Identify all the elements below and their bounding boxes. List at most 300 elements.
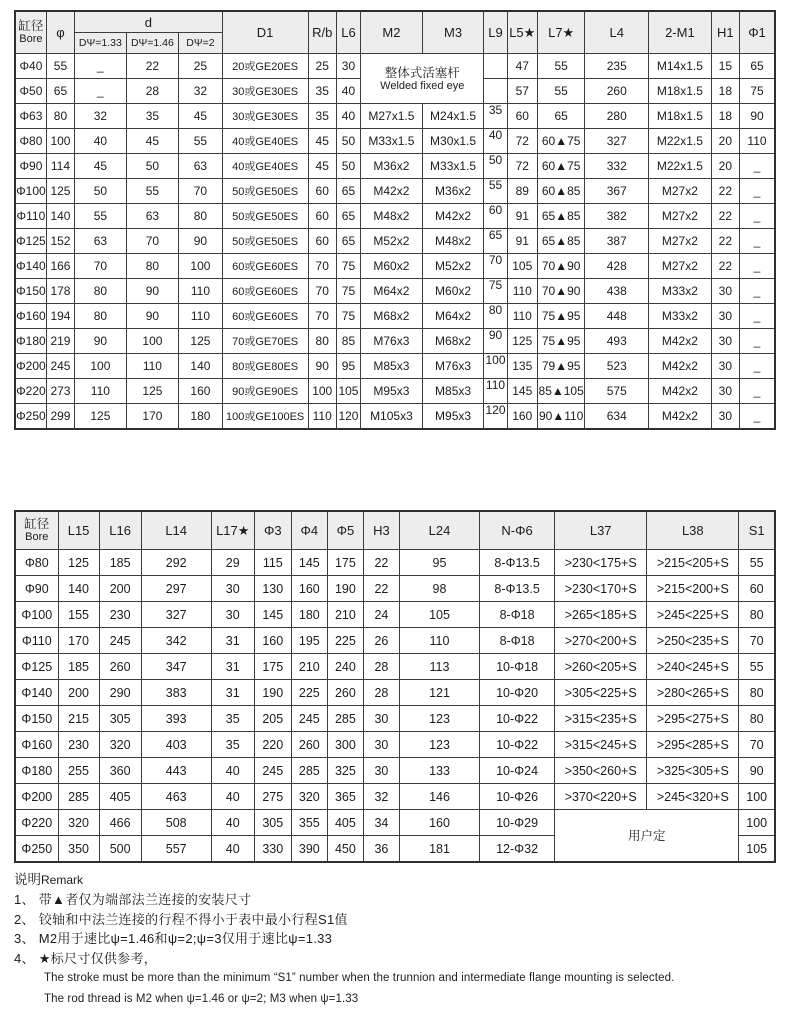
value-cell: 28 xyxy=(363,680,399,706)
value-cell: 50或GE50ES xyxy=(222,204,308,229)
value-cell: _ xyxy=(740,154,776,179)
value-cell: 113 xyxy=(399,654,479,680)
value-cell: _ xyxy=(740,354,776,379)
value-cell: 8-Φ18 xyxy=(480,628,555,654)
value-cell: 22 xyxy=(126,54,179,79)
value-cell: M48x2 xyxy=(422,229,484,254)
value-cell: 47 xyxy=(507,54,537,79)
merged-cell-text: 整体式活塞杆 xyxy=(384,65,460,80)
column-header-d-psi-146: DΨ=1.46 xyxy=(126,33,179,54)
value-cell: 185 xyxy=(99,550,141,576)
table-row xyxy=(15,758,775,784)
value-cell: >295<275+S xyxy=(647,706,739,732)
value-cell: 40 xyxy=(211,810,254,836)
value-cell: >230<170+S xyxy=(555,576,647,602)
table-row xyxy=(15,329,775,354)
value-cell: M36x2 xyxy=(361,154,423,179)
value-cell: >370<220+S xyxy=(555,784,647,810)
value-cell: 50 xyxy=(336,129,360,154)
value-cell: 140 xyxy=(179,354,222,379)
table1-body xyxy=(15,54,775,430)
value-cell: 342 xyxy=(141,628,211,654)
value-cell: 70或GE70ES xyxy=(222,329,308,354)
value-cell: 160 xyxy=(179,379,222,404)
value-cell: 508 xyxy=(141,810,211,836)
table-row xyxy=(15,706,775,732)
value-cell: 55 xyxy=(46,54,74,79)
value-cell: 31 xyxy=(211,628,254,654)
table-gap xyxy=(14,430,776,510)
column-header-m3: M3 xyxy=(422,11,484,54)
value-cell: M24x1.5 xyxy=(422,104,484,129)
value-cell: 85 xyxy=(336,329,360,354)
table-row xyxy=(15,104,775,129)
value-cell: M36x2 xyxy=(422,179,484,204)
table-row xyxy=(15,550,775,576)
value-cell: 393 xyxy=(141,706,211,732)
value-cell: 145 xyxy=(254,602,291,628)
value-cell: 493 xyxy=(585,329,649,354)
value-cell: 65 xyxy=(336,179,360,204)
value-cell: 245 xyxy=(46,354,74,379)
value-cell: 50 xyxy=(75,179,127,204)
user-defined-cell xyxy=(555,810,739,863)
value-cell: 523 xyxy=(585,354,649,379)
value-cell: 30 xyxy=(711,379,739,404)
value-cell: 30 xyxy=(336,54,360,79)
value-cell: 448 xyxy=(585,304,649,329)
value-cell: 70▲90 xyxy=(537,279,584,304)
value-cell: >325<305+S xyxy=(647,758,739,784)
value-cell: 10-Φ20 xyxy=(480,680,555,706)
value-cell: M76x3 xyxy=(422,354,484,379)
value-cell: 65 xyxy=(336,204,360,229)
value-cell: 80 xyxy=(739,706,775,732)
value-cell: M64x2 xyxy=(361,279,423,304)
value-cell: 90 xyxy=(740,104,776,129)
value-cell: 60或GE60ES xyxy=(222,254,308,279)
value-cell: 260 xyxy=(585,79,649,104)
value-cell: 45 xyxy=(179,104,222,129)
value-cell: 60 xyxy=(308,204,336,229)
value-cell: M27x2 xyxy=(649,254,712,279)
table2-header xyxy=(15,511,775,550)
value-cell: 25 xyxy=(308,54,336,79)
value-cell: 290 xyxy=(99,680,141,706)
value-cell: 10-Φ18 xyxy=(480,654,555,680)
value-cell: 245 xyxy=(291,706,327,732)
bore-cell: Φ80 xyxy=(15,550,58,576)
value-cell: 80 xyxy=(739,602,775,628)
remark-item-2: 2、 铰轴和中法兰连接的行程不得小于表中最小行程S1值 xyxy=(14,911,348,927)
column-header-l4: L4 xyxy=(585,11,649,54)
value-cell: 135 xyxy=(507,354,537,379)
value-cell: 63 xyxy=(179,154,222,179)
value-cell: 22 xyxy=(711,254,739,279)
value-cell: 634 xyxy=(585,404,649,430)
column-header-l17: L17★ xyxy=(211,511,254,550)
value-cell: M27x2 xyxy=(649,229,712,254)
value-cell: >215<200+S xyxy=(647,576,739,602)
value-cell: 403 xyxy=(141,732,211,758)
value-cell: 230 xyxy=(99,602,141,628)
value-cell: 65 xyxy=(484,229,507,254)
value-cell: 110 xyxy=(399,628,479,654)
value-cell: 500 xyxy=(99,836,141,863)
value-cell: 8-Φ13.5 xyxy=(480,576,555,602)
value-cell: 292 xyxy=(141,550,211,576)
value-cell: 123 xyxy=(399,706,479,732)
bore-cell: Φ110 xyxy=(15,628,58,654)
value-cell: 90 xyxy=(739,758,775,784)
bore-header-en: Bore xyxy=(19,33,43,45)
value-cell: 70 xyxy=(739,628,775,654)
value-cell: 70 xyxy=(308,254,336,279)
value-cell: 305 xyxy=(99,706,141,732)
value-cell: 70 xyxy=(484,254,507,279)
value-cell: 35 xyxy=(308,79,336,104)
value-cell: 200 xyxy=(58,680,99,706)
value-cell: _ xyxy=(75,79,127,104)
bore-cell: Φ50 xyxy=(15,79,46,104)
value-cell: 79▲95 xyxy=(537,354,584,379)
value-cell: 18 xyxy=(711,104,739,129)
value-cell: M33x1.5 xyxy=(361,129,423,154)
value-cell: 428 xyxy=(585,254,649,279)
value-cell: 125 xyxy=(179,329,222,354)
value-cell: M33x2 xyxy=(649,279,712,304)
value-cell: 155 xyxy=(58,602,99,628)
value-cell: 260 xyxy=(291,732,327,758)
value-cell: 146 xyxy=(399,784,479,810)
value-cell: 175 xyxy=(327,550,363,576)
value-cell: M27x1.5 xyxy=(361,104,423,129)
column-header-s1: S1 xyxy=(739,511,775,550)
bore-cell: Φ250 xyxy=(15,836,58,863)
table-row xyxy=(15,628,775,654)
value-cell: M52x2 xyxy=(422,254,484,279)
value-cell: 40 xyxy=(336,104,360,129)
value-cell: 10-Φ24 xyxy=(480,758,555,784)
value-cell: 60或GE60ES xyxy=(222,304,308,329)
value-cell: 125 xyxy=(507,329,537,354)
bore-cell: Φ140 xyxy=(15,254,46,279)
value-cell: >350<260+S xyxy=(555,758,647,784)
bore-cell: Φ63 xyxy=(15,104,46,129)
value-cell: 95 xyxy=(336,354,360,379)
remark-item-1: 1、 带▲者仅为端部法兰连接的安装尺寸 xyxy=(14,892,252,907)
value-cell: 50 xyxy=(126,154,179,179)
value-cell: _ xyxy=(740,204,776,229)
value-cell: >305<225+S xyxy=(555,680,647,706)
value-cell: 225 xyxy=(327,628,363,654)
value-cell: 75▲95 xyxy=(537,329,584,354)
value-cell: 285 xyxy=(291,758,327,784)
value-cell: 133 xyxy=(399,758,479,784)
value-cell: >315<245+S xyxy=(555,732,647,758)
value-cell: 28 xyxy=(126,79,179,104)
merged-cell-text: Welded fixed eye xyxy=(380,79,465,92)
value-cell: 75 xyxy=(740,79,776,104)
table-row xyxy=(15,254,775,279)
value-cell: 90 xyxy=(179,229,222,254)
value-cell: >265<185+S xyxy=(555,602,647,628)
value-cell: 100 xyxy=(308,379,336,404)
value-cell: 90或GE90ES xyxy=(222,379,308,404)
value-cell: 18 xyxy=(711,79,739,104)
value-cell: 443 xyxy=(141,758,211,784)
value-cell: M33x2 xyxy=(649,304,712,329)
remarks-title xyxy=(14,870,776,890)
value-cell: 70 xyxy=(308,304,336,329)
value-cell: 22 xyxy=(363,576,399,602)
value-cell: 32 xyxy=(363,784,399,810)
remarks-title-cn: 说明 xyxy=(14,872,41,887)
column-header-l38: L38 xyxy=(647,511,739,550)
value-cell: 60▲85 xyxy=(537,179,584,204)
value-cell: 65▲85 xyxy=(537,204,584,229)
column-header-l5: L5★ xyxy=(507,11,537,54)
value-cell: 110 xyxy=(507,279,537,304)
value-cell: 80 xyxy=(308,329,336,354)
value-cell: 383 xyxy=(141,680,211,706)
column-header-l7: L7★ xyxy=(537,11,584,54)
value-cell: 75 xyxy=(336,304,360,329)
column-header-phi4: Φ4 xyxy=(291,511,327,550)
value-cell: 175 xyxy=(254,654,291,680)
value-cell: M42x2 xyxy=(649,329,712,354)
column-header-d1: D1 xyxy=(222,11,308,54)
value-cell: 100 xyxy=(739,784,775,810)
value-cell: 160 xyxy=(507,404,537,430)
value-cell: >240<245+S xyxy=(647,654,739,680)
value-cell: 325 xyxy=(327,758,363,784)
value-cell: 30 xyxy=(211,576,254,602)
table-row xyxy=(15,279,775,304)
table-row xyxy=(15,576,775,602)
value-cell: 60 xyxy=(739,576,775,602)
value-cell: M64x2 xyxy=(422,304,484,329)
value-cell: 30 xyxy=(363,758,399,784)
bore-cell: Φ160 xyxy=(15,732,58,758)
value-cell: 125 xyxy=(46,179,74,204)
value-cell: 50 xyxy=(336,154,360,179)
value-cell: 65▲85 xyxy=(537,229,584,254)
value-cell: 210 xyxy=(327,602,363,628)
value-cell: 30 xyxy=(711,329,739,354)
value-cell: 80或GE80ES xyxy=(222,354,308,379)
bore-cell: Φ250 xyxy=(15,404,46,430)
value-cell: 185 xyxy=(58,654,99,680)
value-cell: 10-Φ26 xyxy=(480,784,555,810)
value-cell: 22 xyxy=(711,229,739,254)
column-header-n-phi6: N-Φ6 xyxy=(480,511,555,550)
value-cell: _ xyxy=(740,179,776,204)
value-cell: 145 xyxy=(507,379,537,404)
value-cell: 35 xyxy=(484,104,507,129)
value-cell: 75 xyxy=(484,279,507,304)
value-cell: 235 xyxy=(585,54,649,79)
column-header-l9: L9 xyxy=(484,11,507,54)
value-cell: M95x3 xyxy=(422,404,484,430)
bore-cell: Φ220 xyxy=(15,379,46,404)
table-row xyxy=(15,732,775,758)
value-cell: 31 xyxy=(211,680,254,706)
value-cell: 245 xyxy=(254,758,291,784)
value-cell: 390 xyxy=(291,836,327,863)
value-cell: 105 xyxy=(336,379,360,404)
value-cell: 60 xyxy=(308,179,336,204)
value-cell: 100 xyxy=(179,254,222,279)
value-cell: 63 xyxy=(75,229,127,254)
remark-item-4: 4、 ★标尺寸仅供参考， xyxy=(14,950,158,966)
value-cell: _ xyxy=(740,329,776,354)
value-cell: >280<265+S xyxy=(647,680,739,706)
bore-cell: Φ80 xyxy=(15,129,46,154)
table-row xyxy=(15,654,775,680)
value-cell: 75 xyxy=(336,254,360,279)
value-cell: 60▲75 xyxy=(537,129,584,154)
column-header-d-psi-2: DΨ=2 xyxy=(179,33,222,54)
value-cell: >230<175+S xyxy=(555,550,647,576)
value-cell: 190 xyxy=(254,680,291,706)
value-cell: 70 xyxy=(308,279,336,304)
value-cell: 22 xyxy=(363,550,399,576)
table-row xyxy=(15,154,775,179)
value-cell: >215<205+S xyxy=(647,550,739,576)
value-cell: 30 xyxy=(711,279,739,304)
value-cell: 463 xyxy=(141,784,211,810)
column-header-rb: R/b xyxy=(308,11,336,54)
value-cell: _ xyxy=(740,404,776,430)
value-cell: 40 xyxy=(211,784,254,810)
value-cell: M42x2 xyxy=(422,204,484,229)
value-cell: M42x2 xyxy=(649,379,712,404)
value-cell: 115 xyxy=(254,550,291,576)
table-row xyxy=(15,129,775,154)
bore-cell: Φ140 xyxy=(15,680,58,706)
table1-header xyxy=(15,11,775,54)
value-cell: 24 xyxy=(363,602,399,628)
bore-cell: Φ150 xyxy=(15,279,46,304)
value-cell: 40 xyxy=(336,79,360,104)
column-header-l6: L6 xyxy=(336,11,360,54)
value-cell: 280 xyxy=(585,104,649,129)
table-row xyxy=(15,179,775,204)
value-cell: 105 xyxy=(507,254,537,279)
value-cell: 273 xyxy=(46,379,74,404)
value-cell: M68x2 xyxy=(361,304,423,329)
bore-header-cn: 缸径 xyxy=(18,19,44,33)
value-cell: M27x2 xyxy=(649,179,712,204)
remarks-title-en: Remark xyxy=(41,873,84,887)
value-cell: 152 xyxy=(46,229,74,254)
value-cell: 219 xyxy=(46,329,74,354)
value-cell: 90 xyxy=(308,354,336,379)
value-cell: 72 xyxy=(507,129,537,154)
value-cell: 70 xyxy=(126,229,179,254)
value-cell: 65 xyxy=(46,79,74,104)
value-cell: 125 xyxy=(75,404,127,430)
value-cell: M60x2 xyxy=(422,279,484,304)
value-cell: 105 xyxy=(399,602,479,628)
value-cell: >245<320+S xyxy=(647,784,739,810)
value-cell: 30或GE30ES xyxy=(222,79,308,104)
value-cell: 65 xyxy=(740,54,776,79)
value-cell: 36 xyxy=(363,836,399,863)
table-row xyxy=(15,602,775,628)
value-cell: 245 xyxy=(99,628,141,654)
value-cell: 320 xyxy=(291,784,327,810)
value-cell: 90▲110 xyxy=(537,404,584,430)
value-cell: 110 xyxy=(507,304,537,329)
column-header-bore xyxy=(15,11,46,54)
bore-cell: Φ125 xyxy=(15,654,58,680)
value-cell: 10-Φ22 xyxy=(480,732,555,758)
value-cell: 26 xyxy=(363,628,399,654)
value-cell: 194 xyxy=(46,304,74,329)
bore-header-cn: 缸径 xyxy=(24,517,50,531)
value-cell: 50或GE50ES xyxy=(222,179,308,204)
value-cell: 90 xyxy=(126,279,179,304)
value-cell: _ xyxy=(740,229,776,254)
value-cell: 225 xyxy=(291,680,327,706)
value-cell: 28 xyxy=(363,654,399,680)
value-cell: 125 xyxy=(126,379,179,404)
value-cell: 80 xyxy=(75,304,127,329)
value-cell: 95 xyxy=(399,550,479,576)
value-cell: 145 xyxy=(291,550,327,576)
value-cell: _ xyxy=(740,379,776,404)
value-cell: >270<200+S xyxy=(555,628,647,654)
value-cell: 180 xyxy=(291,602,327,628)
value-cell: 10-Φ29 xyxy=(480,810,555,836)
value-cell: 45 xyxy=(308,154,336,179)
value-cell: M85x3 xyxy=(361,354,423,379)
value-cell: 327 xyxy=(141,602,211,628)
value-cell: 405 xyxy=(327,810,363,836)
table-row xyxy=(15,404,775,430)
value-cell: 438 xyxy=(585,279,649,304)
value-cell: 70 xyxy=(75,254,127,279)
column-header-2m1: 2-M1 xyxy=(649,11,712,54)
value-cell: 30 xyxy=(711,354,739,379)
value-cell: 89 xyxy=(507,179,537,204)
value-cell: 70 xyxy=(179,179,222,204)
value-cell: 25 xyxy=(179,54,222,79)
value-cell: 75▲95 xyxy=(537,304,584,329)
value-cell: 255 xyxy=(58,758,99,784)
table-row xyxy=(15,229,775,254)
value-cell: 30 xyxy=(363,732,399,758)
value-cell: 70 xyxy=(739,732,775,758)
table2-body xyxy=(15,550,775,863)
value-cell: 30或GE30ES xyxy=(222,104,308,129)
value-cell: 72 xyxy=(507,154,537,179)
bore-cell: Φ150 xyxy=(15,706,58,732)
value-cell: _ xyxy=(740,254,776,279)
value-cell: 10-Φ22 xyxy=(480,706,555,732)
value-cell: 60 xyxy=(484,204,507,229)
value-cell: 8-Φ13.5 xyxy=(480,550,555,576)
value-cell: 114 xyxy=(46,154,74,179)
value-cell: 55 xyxy=(537,79,584,104)
value-cell: 305 xyxy=(254,810,291,836)
value-cell: 80 xyxy=(484,304,507,329)
value-cell: 450 xyxy=(327,836,363,863)
bore-cell: Φ200 xyxy=(15,784,58,810)
value-cell: 35 xyxy=(126,104,179,129)
